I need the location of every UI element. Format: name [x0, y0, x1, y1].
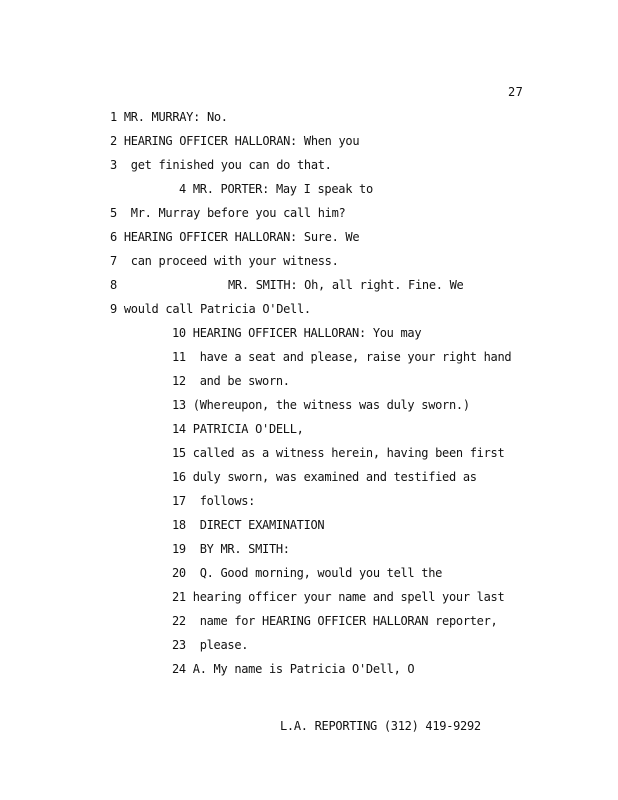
transcript-line: 3 get finished you can do that. [110, 158, 332, 172]
transcript-line: 20 Q. Good morning, would you tell the [172, 566, 443, 580]
transcript-line: 1 MR. MURRAY: No. [110, 110, 228, 124]
transcript-line: 13 (Whereupon, the witness was duly sworn.) [172, 398, 470, 412]
transcript-line: 2 HEARING OFFICER HALLORAN: When you [110, 134, 360, 148]
transcript-line: 19 BY MR. SMITH: [172, 542, 290, 556]
transcript-line: 12 and be sworn. [172, 374, 290, 388]
page-number: 27 [508, 85, 524, 99]
transcript-line: 24 A. My name is Patricia O'Dell, O [172, 662, 415, 676]
transcript-line: 22 name for HEARING OFFICER HALLORAN reporter, [172, 614, 498, 628]
transcript-line: 11 have a seat and please, raise your right hand [172, 350, 512, 364]
transcript-line: 15 called as a witness herein, having been first [172, 446, 505, 460]
transcript-line: 6 HEARING OFFICER HALLORAN: Sure. We [110, 230, 360, 244]
transcript-line-number: 8 [110, 278, 117, 292]
transcript-line: 4 MR. PORTER: May I speak to [179, 182, 373, 196]
transcript-line: 10 HEARING OFFICER HALLORAN: You may [172, 326, 422, 340]
transcript-line: MR. SMITH: Oh, all right. Fine. We [228, 278, 464, 292]
transcript-line: 17 follows: [172, 494, 256, 508]
transcript-line: 23 please. [172, 638, 249, 652]
transcript-line: 14 PATRICIA O'DELL, [172, 422, 304, 436]
reporter-footer: L.A. REPORTING (312) 419-9292 [280, 719, 481, 733]
transcript-line: 5 Mr. Murray before you call him? [110, 206, 346, 220]
transcript-line: 21 hearing officer your name and spell your last [172, 590, 505, 604]
transcript-line: 18 DIRECT EXAMINATION [172, 518, 325, 532]
transcript-line: 7 can proceed with your witness. [110, 254, 339, 268]
transcript-line: 16 duly sworn, was examined and testified as [172, 470, 477, 484]
transcript-line: 9 would call Patricia O'Dell. [110, 302, 311, 316]
